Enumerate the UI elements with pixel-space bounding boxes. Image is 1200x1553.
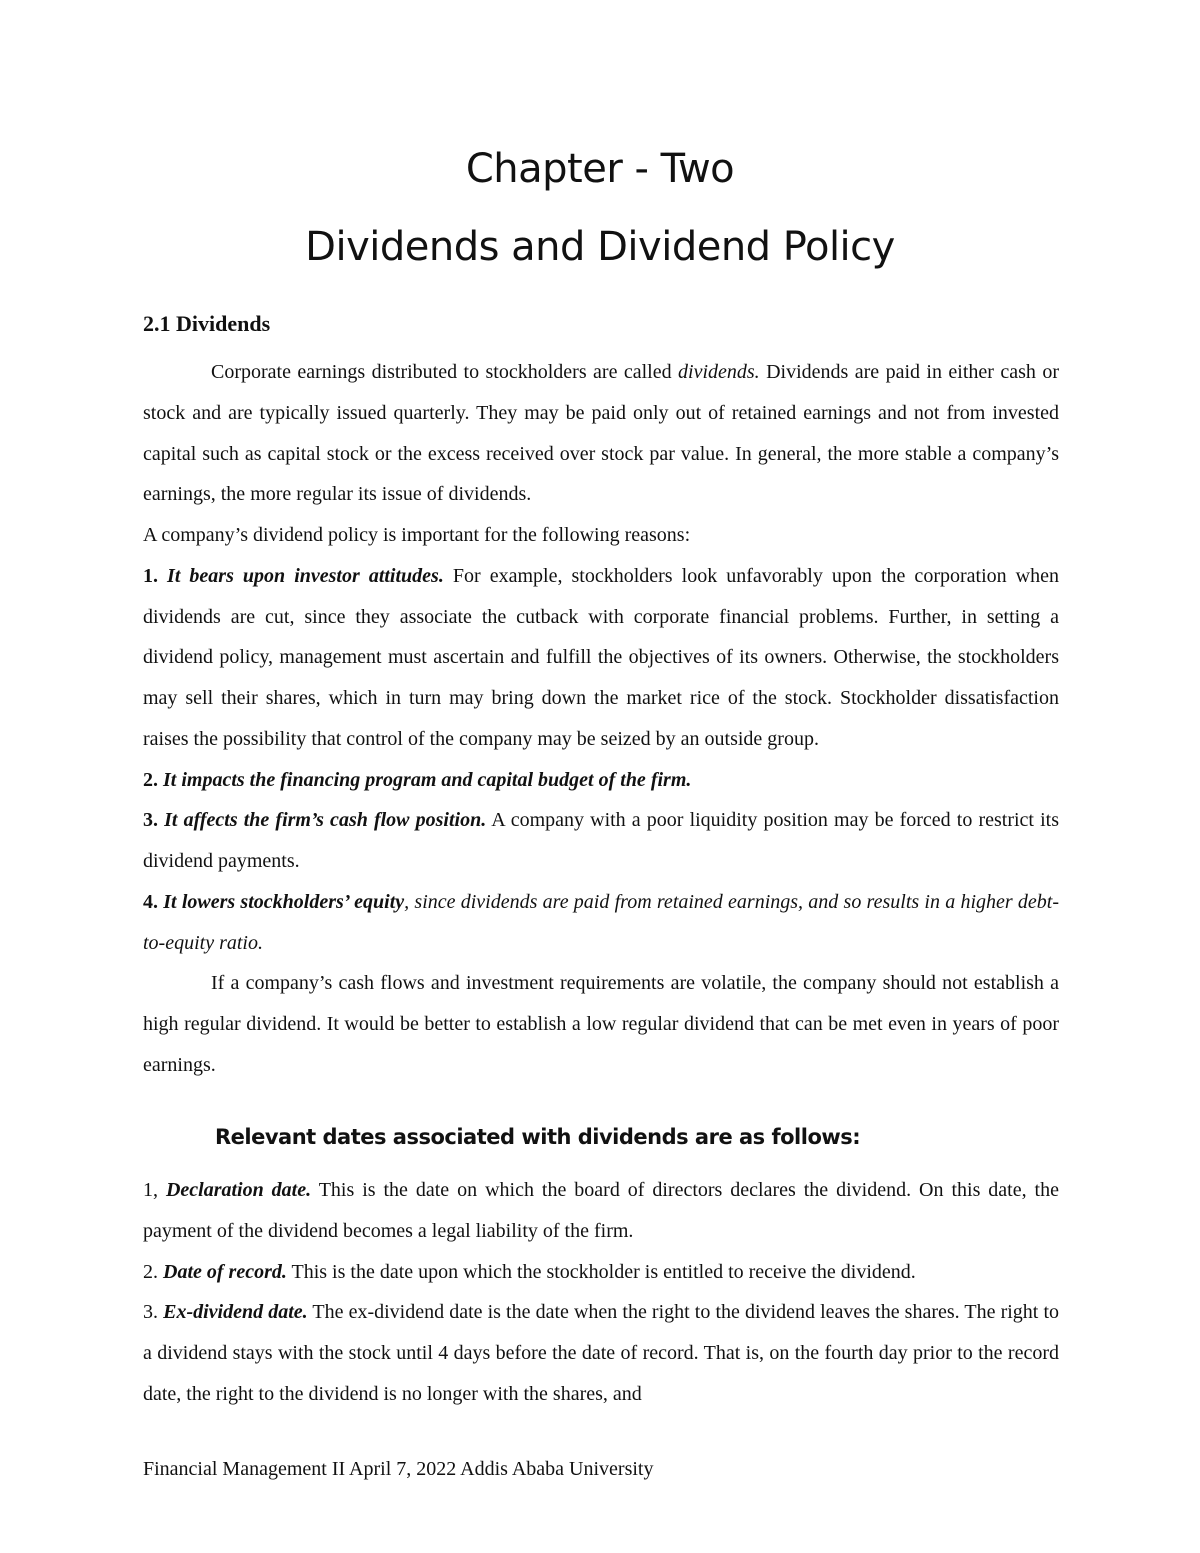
- intro-paragraph: Corporate earnings distributed to stockholders are called dividends. Dividends are paid in either cash or stock and are typically issued quarterly. They may be paid only out of retained earnings and not from invested capital such as capital stock or the excess received over stock par value. In general, the more stable a company’s earnings, the more regular its issue of dividends.: [143, 361, 1059, 506]
- closing-paragraph: If a company’s cash flows and investment requirements are volatile, the company should not establish a high regular dividend. It would be better to establish a low regular dividend that can be met even in years of poor earnings.: [143, 972, 1059, 1076]
- date-item: 1, Declaration date. This is the date on which the board of directors declares the dividend. On this date, the payment of the dividend becomes a legal liability of the firm.: [143, 1179, 1059, 1242]
- section-body: [143, 352, 1059, 1086]
- date-item: 2. Date of record. This is the date upon which the stockholder is entitled to receive the dividend.: [143, 1260, 916, 1283]
- dates-heading: Relevant dates associated with dividends are as follows:: [215, 1125, 861, 1149]
- section-heading: 2.1 Dividends: [143, 311, 271, 336]
- reason-item: 3. It affects the firm’s cash flow position. A company with a poor liquidity position may be forced to restrict its dividend payments.: [143, 809, 1059, 872]
- chapter-title: Chapter - Two: [465, 146, 735, 192]
- reason-item: 4. It lowers stockholders’ equity, since dividends are paid from retained earnings, and so results in a higher debt-to-equity ratio.: [143, 890, 1060, 954]
- dates-body: [143, 1170, 1059, 1415]
- date-item: 3. Ex-dividend date. The ex-dividend date is the date when the right to the dividend leaves the shares. The right to a dividend stays with the stock until 4 days before the date of record. That is, on the fourth day prior to the record date, the right to the dividend is no longer with the shares, and: [143, 1301, 1060, 1405]
- reason-item: 2. It impacts the financing program and capital budget of the firm.: [143, 768, 692, 791]
- reason-item: 1. It bears upon investor attitudes. For example, stockholders look unfavorably upon the corporation when dividends are cut, since they associate the cutback with corporate financial problems. Further, in setting a dividend policy, management must ascertain and fulfill the objectives of its owners. Otherwise, the stockholders may sell their shares, which in turn may bring down the market rice of the stock. Stockholder dissatisfaction raises the possibility that control of the company may be seized by an outside group.: [143, 564, 1059, 750]
- chapter-subtitle: Dividends and Dividend Policy: [305, 224, 895, 270]
- reasons-intro: A company’s dividend policy is important for the following reasons:: [143, 524, 691, 546]
- page-footer: Financial Management II April 7, 2022 Addis Ababa University: [143, 1458, 654, 1480]
